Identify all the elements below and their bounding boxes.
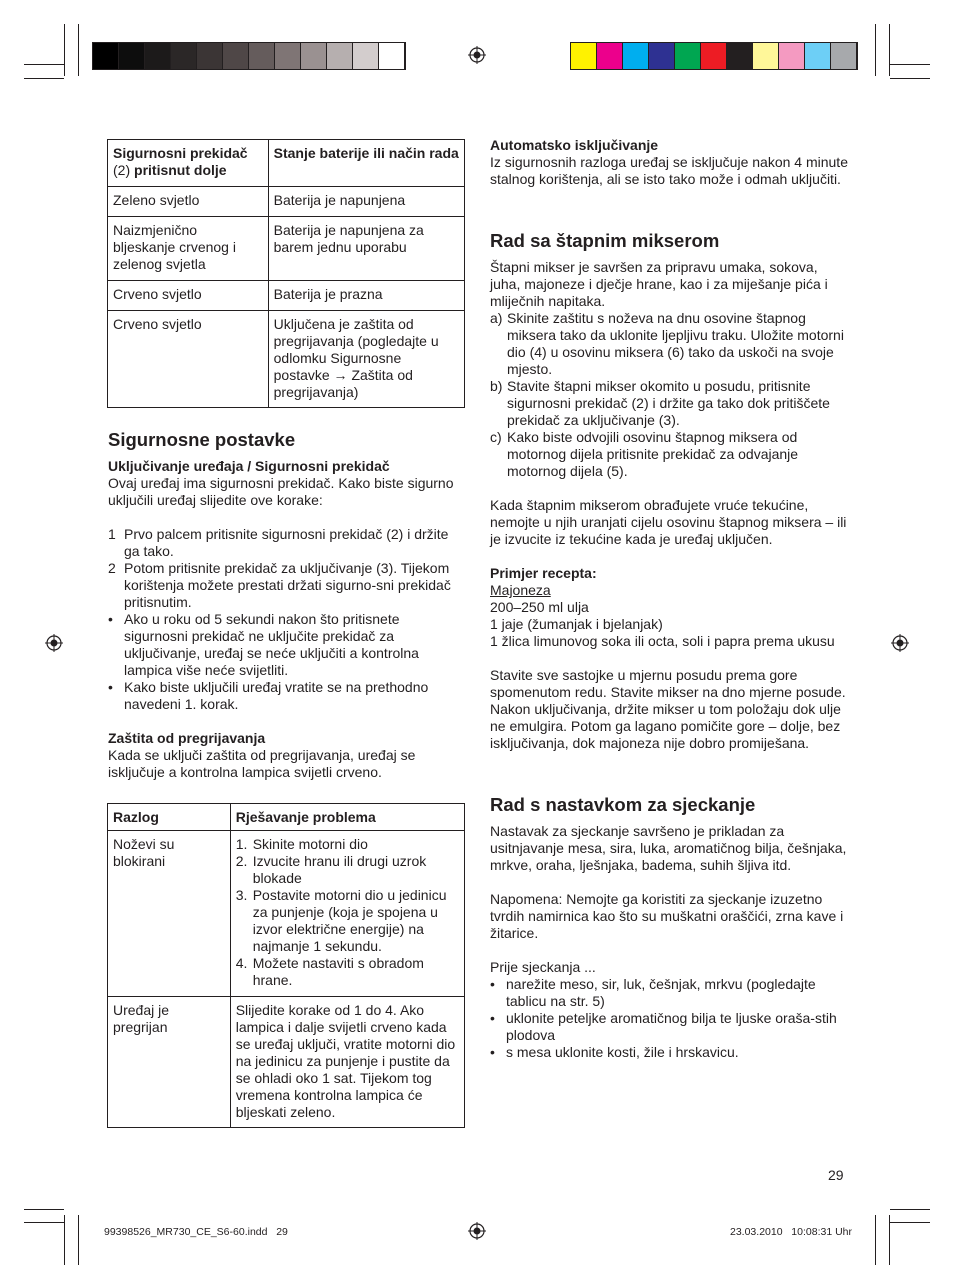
list-text: narežite meso, sir, luk, češnjak, mrkvu (pogledajte tablicu na str. 5)	[506, 976, 816, 1009]
footer-timestamp: 23.03.2010 10:08:31 Uhr	[730, 1226, 853, 1238]
paragraph: Kada se uključi zaštita od pregrijavanja, uređaj se isključuje a kontrolna lampica svijetli crveno.	[108, 747, 416, 780]
list-marker: 2.	[235, 853, 248, 869]
color-swatch	[171, 43, 197, 69]
list-item	[490, 378, 848, 429]
ingredient: 200–250 ml ulja	[490, 599, 589, 615]
section-heading: Rad sa štapnim mikserom	[490, 230, 720, 251]
paragraph: Nastavak za sjeckanje savršeno je prikladan za usitnjavanje mesa, sira, luka, aromatičnog bilja, češnjaka, mrkve, oraha, lješnjaka, badema, suhih šljiva itd.	[490, 823, 847, 873]
table-cell: Uređaj je pregrijan	[108, 997, 231, 1128]
list-marker: b)	[490, 378, 503, 394]
list-item	[490, 976, 848, 1010]
list-text: Skinite zaštitu s noževa na dnu osovine štapnog miksera tako da uklonite ljepljivu traku. Uložite motorni dio (4) u osovinu miksera (6) tako da uskoči na svoje mjesto.	[507, 310, 844, 377]
color-swatch	[301, 43, 327, 69]
table-row	[108, 187, 465, 217]
list-marker: 4.	[235, 955, 248, 971]
list-text: Izvucite hranu ili drugi uzrok blokade	[252, 853, 427, 886]
color-swatch	[649, 43, 675, 69]
list-text: Možete nastaviti s obradom hrane.	[252, 955, 424, 988]
cmyk-color-bar	[570, 42, 858, 70]
table-cell: Baterija je napunjena	[268, 187, 464, 217]
list-text: Postavite motorni dio u jedinicu za punjenje (koja je spojena u izvor električne energije) na najmanje 1 sekundu.	[252, 887, 447, 954]
list-text: Kako biste uključili uređaj vratite se na prethodno navedeni 1. korak.	[124, 679, 429, 712]
color-swatch	[119, 43, 145, 69]
paragraph: Prije sjeckanja ...	[490, 959, 596, 975]
subheading: Primjer recepta:	[490, 565, 597, 581]
color-swatch	[753, 43, 779, 69]
list-text: s mesa uklonite kosti, žile i hrskavicu.	[506, 1044, 739, 1060]
list-item	[108, 526, 458, 560]
table-cell: Naizmjenično bljeskanje crvenog i zelenog svjetla	[108, 217, 269, 281]
list-item	[236, 836, 459, 853]
left-column	[108, 429, 458, 781]
list-marker: 2	[108, 560, 116, 576]
section-heading: Rad s nastavkom za sjeckanje	[490, 794, 756, 815]
color-swatch	[727, 43, 753, 69]
color-swatch	[623, 43, 649, 69]
battery-status-table	[107, 139, 465, 408]
table-header-cell: Rješavanje problema	[230, 804, 464, 831]
table-header-row	[108, 140, 465, 187]
list-marker: 3.	[235, 887, 248, 903]
table-row	[108, 281, 465, 311]
color-swatch	[223, 43, 249, 69]
color-swatch	[353, 43, 379, 69]
color-swatch	[571, 43, 597, 69]
table-row	[108, 217, 465, 281]
list-marker: c)	[490, 429, 502, 445]
list-item	[236, 853, 459, 887]
color-swatch	[675, 43, 701, 69]
registration-mark-icon	[891, 634, 909, 652]
list-text: Skinite motorni dio	[252, 836, 368, 852]
table-header-row	[108, 804, 465, 831]
steps-list	[108, 526, 458, 713]
list-marker: 1	[108, 526, 116, 542]
color-swatch	[145, 43, 171, 69]
list-item	[108, 611, 458, 679]
subheading: Uključivanje uređaja / Sigurnosni prekidač	[108, 458, 390, 474]
table-row	[108, 831, 465, 997]
mixer-steps-list	[490, 310, 848, 480]
list-item	[108, 560, 458, 611]
list-text: Prvo palcem pritisnite sigurnosni prekidač (2) i držite ga tako.	[124, 526, 449, 559]
paragraph: Ovaj uređaj ima sigurnosni prekidač. Kako biste sigurno uključili uređaj slijedite ove korake:	[108, 475, 454, 508]
color-swatch	[597, 43, 623, 69]
color-swatch	[249, 43, 275, 69]
table-header-cell: Stanje baterije ili način rada	[268, 140, 464, 187]
list-marker: 1.	[235, 836, 248, 852]
table-cell: Uključena je zaštita od pregrijavanja (pogledajte u odlomku Sigurnosne postavke → Zaštita od pregrijavanja)	[268, 311, 464, 408]
paragraph: Štapni mikser je savršen za pripravu umaka, sokova, juha, majoneze i dječje hrane, kao i za miješanje pića i mliječnih napitaka.	[490, 259, 828, 309]
color-swatch	[197, 43, 223, 69]
solution-steps	[236, 836, 459, 989]
list-marker: •	[108, 611, 113, 627]
list-item	[490, 429, 848, 480]
paragraph: Kada štapnim mikserom obrađujete vruće tekućine, nemojte u njih uranjati cijelu osovinu štapnog miksera – ili je izvucite iz tekućine kada je uređaj uključen.	[490, 497, 847, 547]
color-swatch	[701, 43, 727, 69]
color-swatch	[779, 43, 805, 69]
table-cell: Zeleno svjetlo	[108, 187, 269, 217]
paragraph: Stavite sve sastojke u mjernu posudu prema gore spomenutom redu. Stavite mikser na dno mjerne posude. Nakon uključivanja, držite mikser u tom položaju dok ulje ne emulgira. Potom ga lagano pomičite gore – dolje, bez isključivanja, dok majoneza nije dobro promiješana.	[490, 667, 846, 751]
footer-filename: 99398526_MR730_CE_S6-60.indd 29	[104, 1226, 288, 1238]
list-text: Ako u roku od 5 sekundi nakon što pritisnete sigurnosni prekidač ne uključite prekidač za uključivanje, uređaj se neće uključiti a kontrolna lampica više neće svijetliti.	[124, 611, 419, 678]
table-cell: Baterija je napunjena za barem jednu uporabu	[268, 217, 464, 281]
ingredient: 1 žlica limunovog soka ili octa, soli i papra prema ukusu	[490, 633, 835, 649]
subheading: Zaštita od pregrijavanja	[108, 730, 266, 746]
table-cell	[230, 831, 464, 997]
table-row	[108, 311, 465, 408]
registration-mark-icon	[45, 634, 63, 652]
subheading: Automatsko isključivanje	[490, 137, 659, 153]
color-swatch	[275, 43, 301, 69]
color-swatch	[379, 43, 405, 69]
list-item	[108, 679, 458, 713]
table-cell: Baterija je prazna	[268, 281, 464, 311]
recipe-name: Majoneza	[490, 582, 551, 598]
list-text: Potom pritisnite prekidač za uključivanje (3). Tijekom korištenja možete prestati držati sigurno-sni prekidač pritisnutim.	[124, 560, 451, 610]
color-swatch	[805, 43, 831, 69]
troubleshooting-table	[107, 803, 465, 1128]
table-cell: Slijedite korake od 1 do 4. Ako lampica i dalje svijetli crveno kada se uređaj uključi, vratite motorni dio na jedinicu za punjenje i pustite da se ohladi oko 1 sat. Tijekom tog vremena kontrolna lampica će bljeskati zeleno.	[230, 997, 464, 1128]
color-swatch	[327, 43, 353, 69]
list-marker: a)	[490, 310, 503, 326]
registration-mark-icon	[468, 46, 486, 64]
list-item	[236, 887, 459, 955]
preparation-list	[490, 976, 848, 1061]
table-header-cell: Sigurnosni prekidač (2) pritisnut dolje	[108, 140, 269, 187]
grayscale-color-bar	[92, 42, 406, 70]
right-column	[490, 137, 848, 1061]
list-marker: •	[490, 976, 495, 992]
table-cell: Noževi su blokirani	[108, 831, 231, 997]
list-item	[490, 1010, 848, 1044]
list-item	[236, 955, 459, 989]
table-header-cell: Razlog	[108, 804, 231, 831]
registration-mark-icon	[468, 1222, 486, 1240]
table-cell: Crveno svjetlo	[108, 281, 269, 311]
ingredient: 1 jaje (žumanjak i bjelanjak)	[490, 616, 663, 632]
list-item	[490, 1044, 848, 1061]
color-swatch	[93, 43, 119, 69]
table-row	[108, 997, 465, 1128]
list-marker: •	[108, 679, 113, 695]
list-text: uklonite peteljke aromatičnog bilja te ljuske oraša-stih plodova	[506, 1010, 837, 1043]
list-text: Kako biste odvojili osovinu štapnog miksera od motornog dijela pritisnite prekidač za odvajanje motornog dijela (5).	[507, 429, 799, 479]
section-heading: Sigurnosne postavke	[108, 429, 296, 450]
list-text: Stavite štapni mikser okomito u posudu, pritisnite sigurnosni prekidač (2) i držite ga tako dok pritiščete prekidač za uključivanje (3).	[507, 378, 830, 428]
list-marker: •	[490, 1044, 495, 1060]
paragraph: Iz sigurnosnih razloga uređaj se isključuje nakon 4 minute stalnog korištenja, ali se isto tako može i odmah uključiti.	[490, 154, 848, 187]
paragraph: Napomena: Nemojte ga koristiti za sjeckanje izuzetno tvrdih namirnica kao što su muškatni oraščići, zrna kave i žitarice.	[490, 891, 844, 941]
color-swatch	[831, 43, 857, 69]
list-item	[490, 310, 848, 378]
table-cell: Crveno svjetlo	[108, 311, 269, 408]
list-marker: •	[490, 1010, 495, 1026]
page-number: 29	[828, 1167, 844, 1183]
